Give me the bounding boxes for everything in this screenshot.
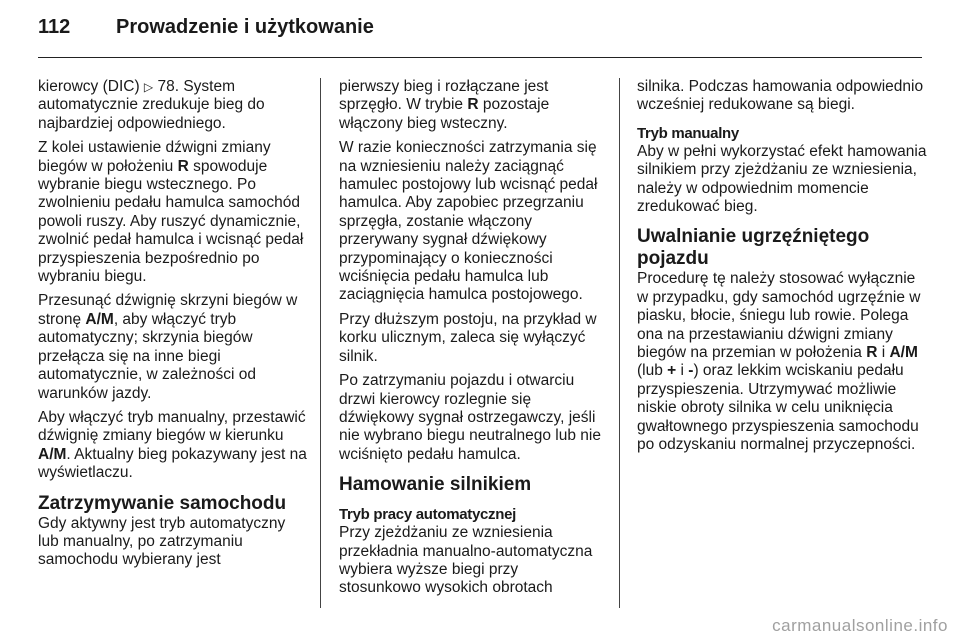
paragraph: W razie konieczności zatrzymania się na wzniesieniu należy zaciągnąć hamulec postojowy lub wcisnąć pedał hamulca. Aby zapobiec przegrzaniu sprzęgła, zostanie włączony przerywany sygnał dźwiękowy przypominający o konieczności wciśnięcia pedału hamulca lub zaciągnięcia hamulca postojowego. xyxy=(339,139,598,304)
paragraph: Przy dłuższym postoju, na przykład w korku ulicznym, zaleca się wyłączyć silnik. xyxy=(339,310,597,365)
paragraph: Aby włączyć tryb manualny, przestawić dźwignię zmiany biegów w kierunku A/M. Aktualny bieg pokazywany jest na wyświetlaczu. xyxy=(38,408,307,482)
column-right xyxy=(637,78,927,455)
column-divider xyxy=(619,78,620,608)
column-left xyxy=(38,78,310,570)
page-header xyxy=(38,16,374,39)
paragraph: kierowcy (DIC) ▷ 78. System automatycznie zredukuje bieg do najbardziej odpowiedniego. xyxy=(38,78,265,132)
paragraph: Przesunąć dźwignię skrzyni biegów w stronę A/M, aby włączyć tryb automatyczny; skrzynia biegów przełącza się na inne biegi automatycznie, w zależności od warunków jazdy. xyxy=(38,292,298,402)
column-divider xyxy=(320,78,321,608)
paragraph: Aby w pełni wykorzystać efekt hamowania silnikiem przy zjeżdżaniu ze wzniesienia, należy w odpowiednim momencie zredukować bieg. xyxy=(637,142,927,216)
watermark: carmanualsonline.info xyxy=(772,616,948,635)
header-rule xyxy=(38,57,922,58)
paragraph: Z kolei ustawienie dźwigni zmiany biegów w położeniu R spowoduje wybranie biegu wstecznego. Po zwolnieniu pedału hamulca samochód powoli ruszy. Aby ruszyć dynamicznie, zwolnić pedał hamulca i wcisnąć pedał przyspieszenia bezpośrednio po wybraniu biegu. xyxy=(38,139,304,286)
paragraph: Przy zjeżdżaniu ze wzniesienia przekładnia manualno-automatyczna wybiera wyższe biegi przy stosunkowo wysokich obrotach xyxy=(339,524,593,597)
page-title: Prowadzenie i użytkowanie xyxy=(116,16,374,38)
paragraph: silnika. Podczas hamowania odpowiednio wcześniej redukowane są biegi. xyxy=(637,78,924,114)
section-heading: Zatrzymywanie samochodu xyxy=(38,492,287,514)
subsection-heading: Tryb manualny xyxy=(637,124,739,142)
section-heading: Hamowanie silnikiem xyxy=(339,474,532,496)
triangle-right-icon: ▷ xyxy=(143,80,154,94)
column-middle xyxy=(339,78,604,598)
paragraph: Procedurę tę należy stosować wyłącznie w przypadku, gdy samochód ugrzęźnie w piasku, błocie, śniegu lub rowie. Polega ona na przestawianiu dźwigni zmiany biegów na przemian w położenia R i A/M (lub + i -) oraz lekkim wciskaniu pedału przyspieszenia. Utrzymywać możliwie niskie obroty silnika w celu uniknięcia gwałtownego przyspieszenia samochodu po odzyskaniu normalnej przyczepności. xyxy=(637,270,921,454)
paragraph: Gdy aktywny jest tryb automatyczny lub manualny, po zatrzymaniu samochodu wybierany jest xyxy=(38,514,286,569)
paragraph: pierwszy bieg i rozłączane jest sprzęgło. W trybie R pozostaje włączony bieg wsteczny. xyxy=(339,78,550,132)
page-number: 112 xyxy=(38,16,71,38)
paragraph: Po zatrzymaniu pojazdu i otwarciu drzwi kierowcy rozlegnie się dźwiękowy sygnał ostrzegawczy, jeśli nie wybrano biegu neutralnego lub nie wciśnięto pedału hamulca. xyxy=(339,372,601,463)
subsection-heading: Tryb pracy automatycznej xyxy=(339,506,517,524)
section-heading: Uwalnianie ugrzęźniętego pojazdu xyxy=(637,226,870,270)
